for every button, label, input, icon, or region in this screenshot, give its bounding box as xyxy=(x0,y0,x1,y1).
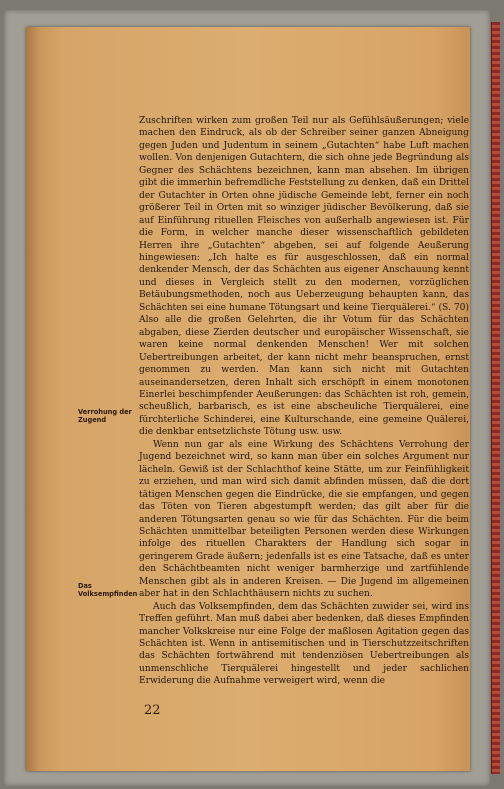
paragraph: Auch das Volksempfinden, dem das Schächten zuwider sei, wird ins Treffen geführt. Man muß dabei aber bedenken, daß dieses Empfinden mancher Volkskreise nur eine Folge der maßlosen Agitation gegen das Schächten ist. Wenn in antisemitischen und in Tierschutzzeitschriften das Schächten fortwährend mit tendenziösen Uebertreibungen als unmenschliche Tierquälerei hingestellt und jeder sachlichen Erwiderung die Aufnahme verweigert wird, wenn die xyxy=(139,601,469,687)
bookmark-ribbon xyxy=(491,22,500,774)
paragraph: Wenn nun gar als eine Wirkung des Schächtens Verrohung der Jugend bezeichnet wird, so kann man über ein solches Argument nur lächeln. Gewiß ist der Schlachthof keine Stätte, um zur Feinfühligkeit zu erziehen, und man wird sich damit abfinden müssen, daß die dort tätigen Menschen gegen die Eindrücke, die sie empfangen, und gegen das Töten von Tieren abgestumpft werden; das gilt aber für die anderen Tötungsarten genau so wie für das Schächten. Für die beim Schächten unmittelbar beteiligten Personen werden diese Wirkungen infolge des rituellen Charakters der Handlung sich sogar in geringerem Grade äußern; jedenfalls ist es eine Tatsache, daß es unter den Schächtbeamten nicht weniger barmherzige und zartfühlende Menschen gibt als in anderen Kreisen. — Die Jugend im allgemeinen aber hat in den Schlachthäusern nichts zu suchen. xyxy=(139,439,469,600)
margin-note-volksempfinden: Das Volksempfinden xyxy=(78,582,138,598)
book-page xyxy=(26,27,470,771)
page-number: 22 xyxy=(144,703,161,718)
body-text xyxy=(139,115,469,688)
paragraph: Zuschriften wirken zum großen Teil nur als Gefühlsäußerungen; viele machen den Eindruck, als ob der Schreiber seiner ganzen Abneigung gegen Juden und Judentum in seinem „Gutachten“ habe Luft machen wollen. Von denjenigen Gutachtern, die sich ohne jede Begründung als Gegner des Schächtens bezeichnen, kann man absehen. Im übrigen gibt die immerhin befremdliche Feststellung zu denken, daß ein Drittel der Gutachter in Orten ohne jüdische Gemeinde lebt, ferner ein noch größerer Teil in Orten mit so winziger jüdischer Bevölkerung, daß sie auf Einführung rituellen Fleisches von außerhalb angewiesen ist. Für die Form, in welcher manche dieser wissenschaftlich gebildeten Herren ihre „Gutachten“ abgeben, sei auf folgende Aeußerung hingewiesen: „Ich halte es für ausgeschlossen, daß ein normal denkender Mensch, der das Schächten aus eigener Anschauung kennt und dieses in Vergleich stellt zu den modernen, vorzüglichen Betäubungsmethoden, noch aus Ueberzeugung behaupten kann, das Schächten sei eine humane Tötungsart und keine Tierquälerei.“ (S. 70) Also alle die großen Gelehrten, die ihr Votum für das Schächten abgaben, diese Zierden deutscher und europäischer Wissenschaft, sie waren keine normal denkenden Menschen! Wer mit solchen Uebertreibungen arbeitet, der kann nicht mehr beanspruchen, ernst genommen zu werden. Man kann sich nicht mit Gutachten auseinandersetzen, deren Inhalt sich erschöpft in einem monotonen Einerlei beschimpfender Aeußerungen: das Schächten ist roh, gemein, scheußlich, barbarisch, es ist eine abscheuliche Tierquälerei, eine fürchterliche Schinderei, eine Kulturschande, eine gemeine Quälerei, die denkbar entsetzlichste Tötung usw. usw. xyxy=(139,116,469,438)
margin-note-verrohung: Verrohung der Zugend xyxy=(78,408,132,424)
